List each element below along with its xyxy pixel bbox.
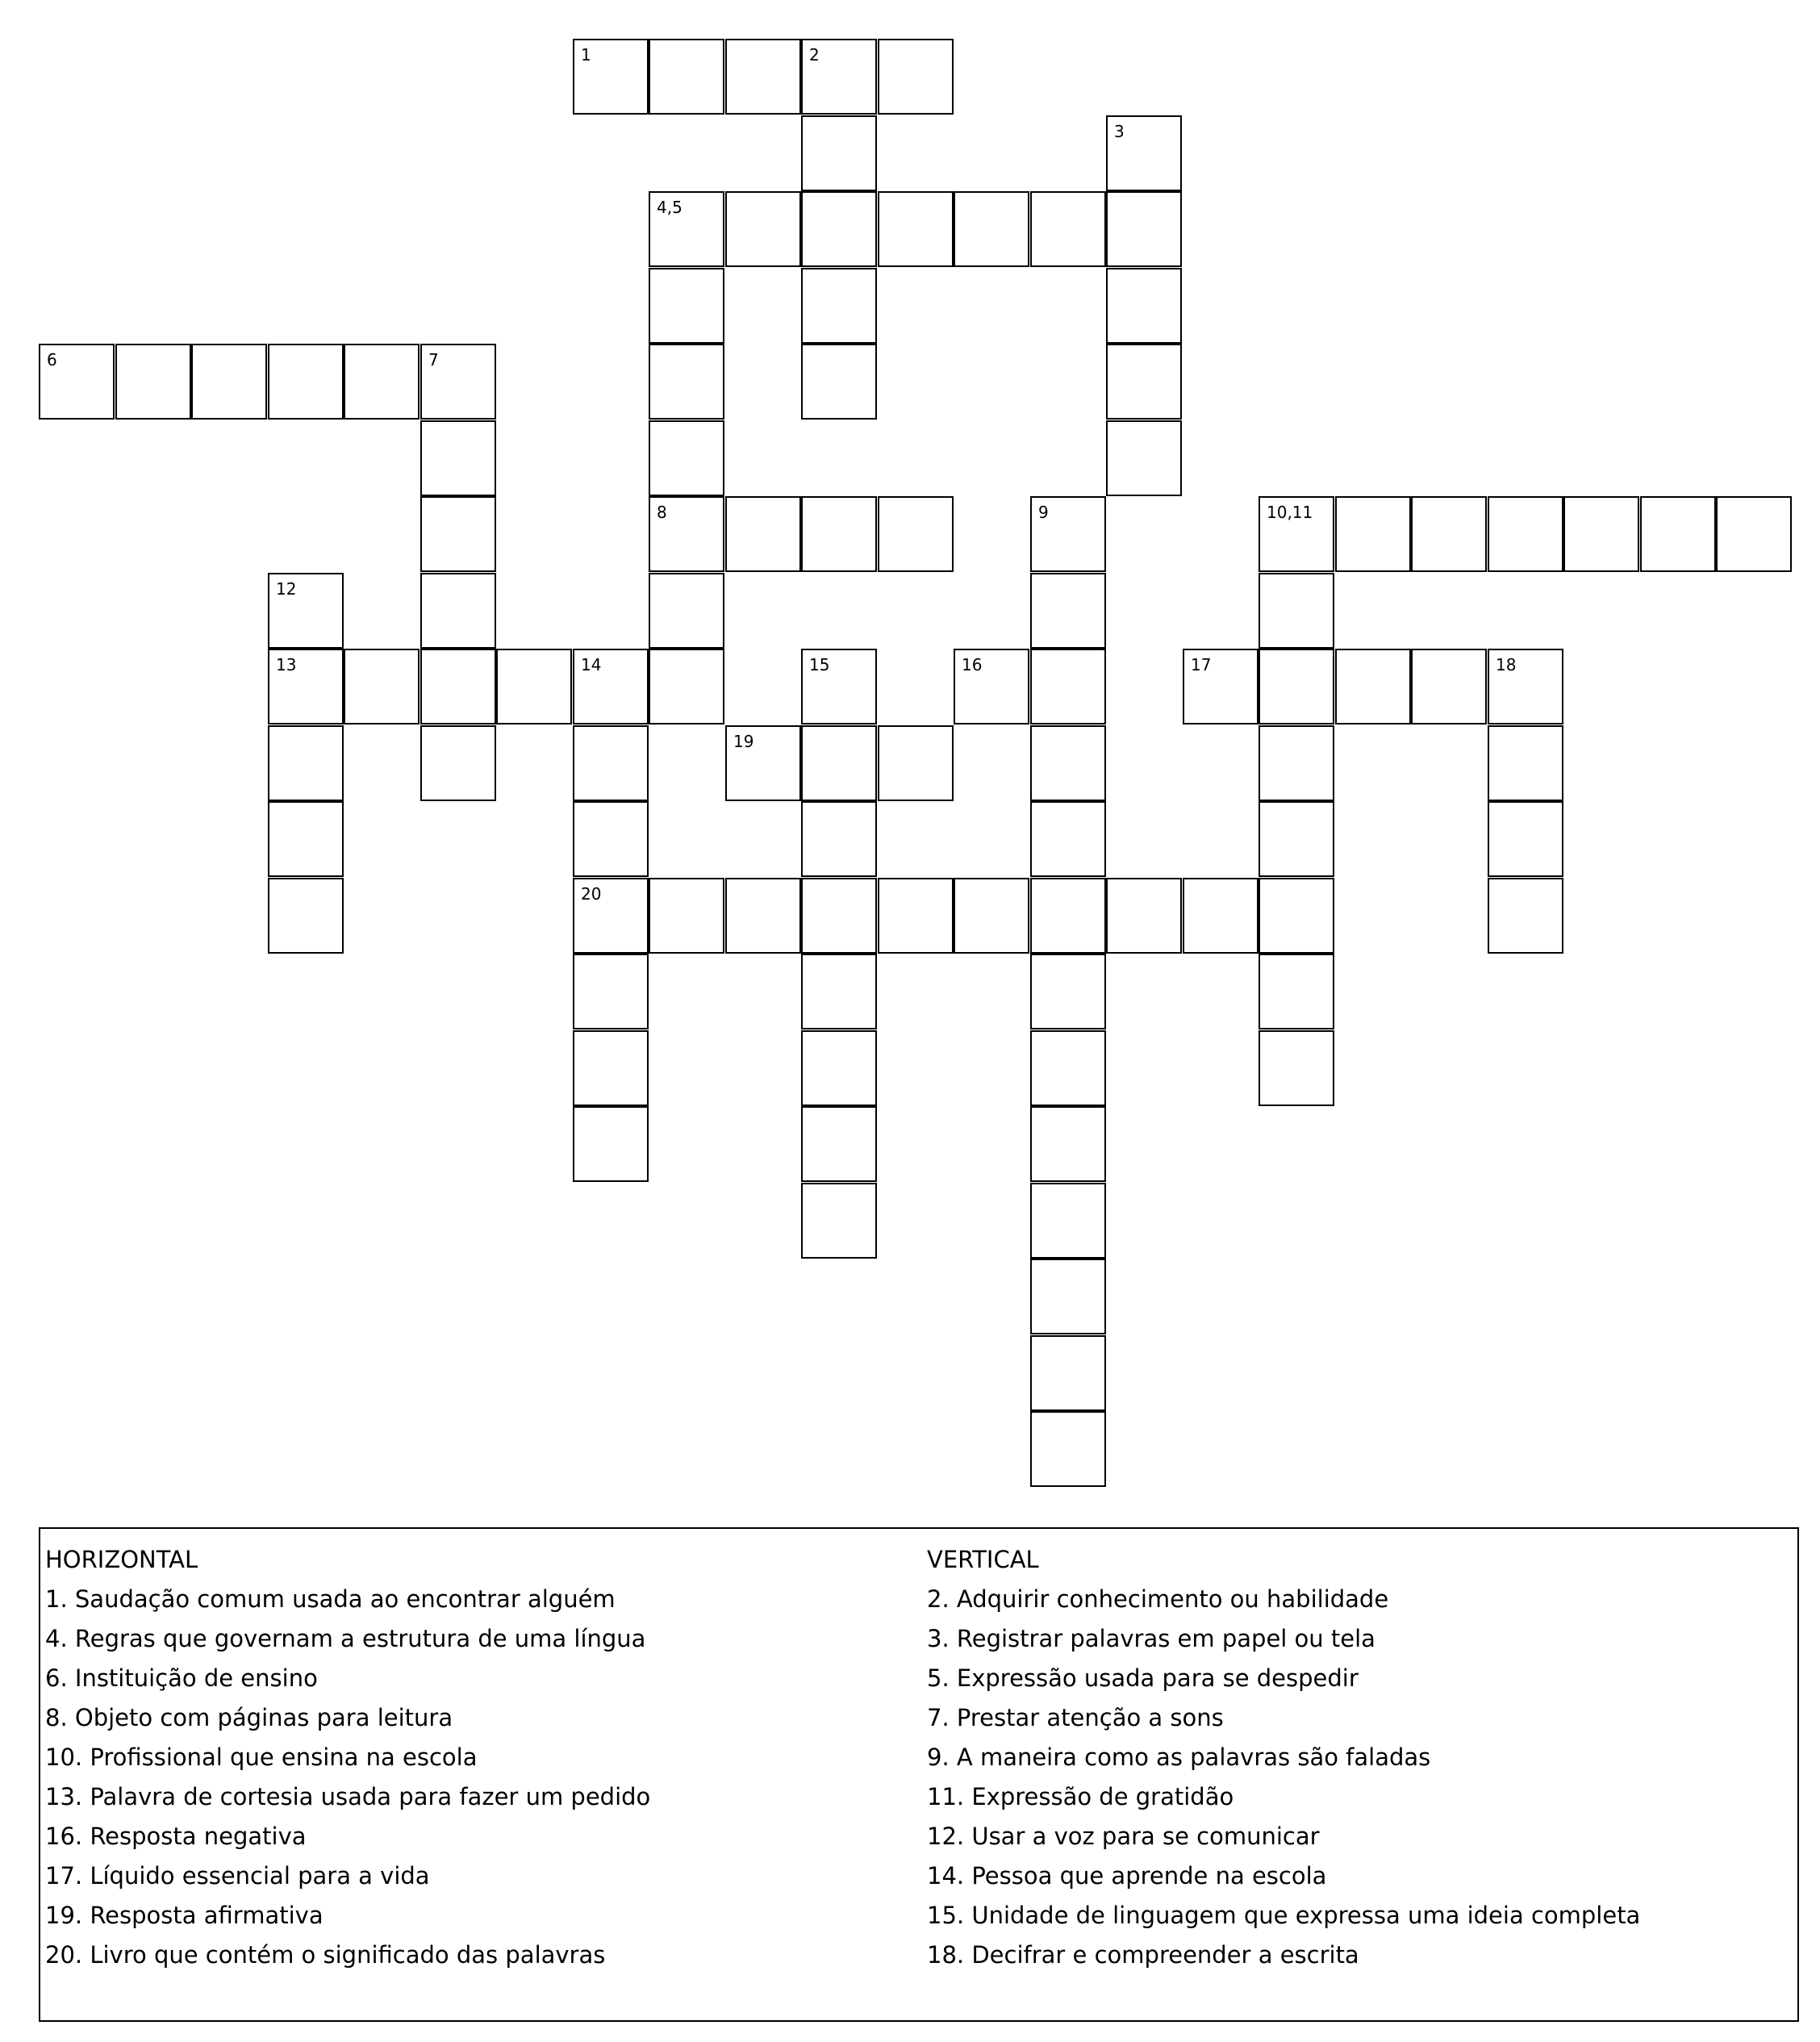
grid-cell[interactable]	[725, 191, 801, 267]
grid-cell[interactable]	[1716, 496, 1792, 572]
vertical-heading: VERTICAL	[927, 1546, 1039, 1573]
grid-cell[interactable]	[1030, 1030, 1106, 1106]
grid-cell[interactable]	[649, 39, 724, 115]
grid-cell[interactable]	[1106, 878, 1182, 954]
grid-cell[interactable]	[1640, 496, 1716, 572]
clue-vertical-18: 18. Decifrar e compreender a escrita	[927, 1941, 1359, 1969]
grid-cell[interactable]	[801, 878, 877, 954]
grid-cell[interactable]	[1030, 1183, 1106, 1259]
grid-cell[interactable]	[801, 268, 877, 344]
vertical-clues	[927, 1540, 1640, 1975]
grid-cell[interactable]	[801, 1106, 877, 1182]
clues-box	[39, 1527, 1799, 2022]
grid-cell[interactable]	[1259, 954, 1334, 1029]
clue-vertical-11: 11. Expressão de gratidão	[927, 1783, 1234, 1810]
grid-cell[interactable]	[1030, 1106, 1106, 1182]
grid-cell[interactable]	[115, 344, 191, 420]
grid-cell[interactable]	[268, 344, 344, 420]
grid-cell[interactable]	[1106, 344, 1182, 420]
grid-cell[interactable]	[725, 39, 801, 115]
grid-cell[interactable]	[1106, 191, 1182, 267]
grid-cell[interactable]	[39, 344, 115, 420]
clue-vertical-3: 3. Registrar palavras em papel ou tela	[927, 1625, 1375, 1652]
clue-number: 17	[1191, 655, 1212, 674]
grid-cell[interactable]	[878, 191, 954, 267]
grid-cell[interactable]	[1030, 801, 1106, 877]
grid-cell[interactable]	[344, 649, 420, 725]
grid-cell[interactable]	[801, 344, 877, 420]
grid-cell[interactable]	[1259, 573, 1334, 649]
grid-cell[interactable]	[1183, 649, 1259, 725]
clue-number: 6	[47, 350, 57, 370]
grid-cell[interactable]	[1030, 1411, 1106, 1487]
grid-cell[interactable]	[1106, 268, 1182, 344]
grid-cell[interactable]	[1030, 1335, 1106, 1411]
grid-cell[interactable]	[801, 191, 877, 267]
grid-cell[interactable]	[573, 39, 649, 115]
grid-cell[interactable]	[649, 191, 724, 267]
grid-cell[interactable]	[1030, 191, 1106, 267]
grid-cell[interactable]	[268, 649, 344, 725]
grid-cell[interactable]	[1335, 649, 1411, 725]
grid-cell[interactable]	[1488, 725, 1563, 801]
grid-cell[interactable]	[801, 1030, 877, 1106]
clue-horizontal-19: 19. Resposta afirmativa	[45, 1902, 324, 1929]
grid-cell[interactable]	[801, 649, 877, 725]
grid-cell[interactable]	[878, 725, 954, 801]
grid-cell[interactable]	[725, 725, 801, 801]
grid-cell[interactable]	[1411, 649, 1487, 725]
grid-cell[interactable]	[268, 878, 344, 954]
clue-horizontal-16: 16. Resposta negativa	[45, 1823, 307, 1850]
grid-cell[interactable]	[1106, 420, 1182, 496]
grid-cell[interactable]	[801, 39, 877, 115]
grid-cell[interactable]	[878, 39, 954, 115]
clue-number: 9	[1038, 503, 1049, 522]
grid-cell[interactable]	[1259, 878, 1334, 954]
clue-vertical-2: 2. Adquirir conhecimento ou habilidade	[927, 1585, 1389, 1613]
grid-cell[interactable]	[573, 649, 649, 725]
grid-cell[interactable]	[420, 573, 496, 649]
grid-cell[interactable]	[1030, 954, 1106, 1029]
grid-cell[interactable]	[649, 420, 724, 496]
grid-cell[interactable]	[1259, 496, 1334, 572]
grid-cell[interactable]	[954, 649, 1029, 725]
clue-horizontal-6: 6. Instituição de ensino	[45, 1664, 318, 1692]
grid-cell[interactable]	[1488, 801, 1563, 877]
grid-cell[interactable]	[1259, 801, 1334, 877]
grid-cell[interactable]	[1030, 878, 1106, 954]
clue-horizontal-4: 4. Regras que governam a estrutura de uma língua	[45, 1625, 646, 1652]
clue-number: 13	[276, 655, 297, 674]
clue-number: 14	[581, 655, 602, 674]
clue-number: 3	[1114, 122, 1125, 141]
grid-cell[interactable]	[1183, 878, 1259, 954]
grid-cell[interactable]	[1563, 496, 1639, 572]
grid-cell[interactable]	[573, 801, 649, 877]
grid-cell[interactable]	[1488, 878, 1563, 954]
clue-number: 20	[581, 884, 602, 904]
clue-number: 1	[581, 45, 591, 65]
grid-cell[interactable]	[268, 573, 344, 649]
grid-cell[interactable]	[878, 878, 954, 954]
grid-cell[interactable]	[496, 649, 572, 725]
grid-cell[interactable]	[1335, 496, 1411, 572]
grid-cell[interactable]	[420, 496, 496, 572]
grid-cell[interactable]	[649, 268, 724, 344]
grid-cell[interactable]	[573, 878, 649, 954]
clue-number: 16	[962, 655, 983, 674]
grid-cell[interactable]	[801, 496, 877, 572]
clue-horizontal-10: 10. Profissional que ensina na escola	[45, 1743, 478, 1771]
grid-cell[interactable]	[191, 344, 267, 420]
grid-cell[interactable]	[1030, 573, 1106, 649]
horizontal-clues	[45, 1540, 650, 1975]
clue-number: 10,11	[1267, 503, 1313, 522]
grid-cell[interactable]	[649, 496, 724, 572]
grid-cell[interactable]	[954, 191, 1029, 267]
clue-number: 18	[1496, 655, 1517, 674]
clue-number: 4,5	[657, 198, 682, 217]
grid-cell[interactable]	[1030, 725, 1106, 801]
clue-number: 7	[428, 350, 439, 370]
clue-vertical-7: 7. Prestar atenção a sons	[927, 1704, 1224, 1731]
grid-cell[interactable]	[573, 954, 649, 1029]
grid-cell[interactable]	[1411, 496, 1487, 572]
grid-cell[interactable]	[801, 801, 877, 877]
clue-number: 12	[276, 579, 297, 599]
grid-cell[interactable]	[420, 420, 496, 496]
grid-cell[interactable]	[573, 725, 649, 801]
grid-cell[interactable]	[801, 954, 877, 1029]
grid-cell[interactable]	[725, 878, 801, 954]
clue-number: 8	[657, 503, 667, 522]
clue-number: 19	[733, 732, 754, 751]
clue-vertical-5: 5. Expressão usada para se despedir	[927, 1664, 1359, 1692]
grid-cell[interactable]	[649, 878, 724, 954]
clue-vertical-9: 9. A maneira como as palavras são faladas	[927, 1743, 1431, 1771]
grid-cell[interactable]	[1259, 649, 1334, 725]
clue-horizontal-17: 17. Líquido essencial para a vida	[45, 1862, 430, 1890]
grid-cell[interactable]	[1106, 115, 1182, 191]
clue-vertical-12: 12. Usar a voz para se comunicar	[927, 1823, 1320, 1850]
grid-cell[interactable]	[420, 649, 496, 725]
grid-cell[interactable]	[1259, 725, 1334, 801]
grid-cell[interactable]	[649, 344, 724, 420]
grid-cell[interactable]	[268, 725, 344, 801]
clue-horizontal-1: 1. Saudação comum usada ao encontrar alguém	[45, 1585, 616, 1613]
grid-cell[interactable]	[801, 725, 877, 801]
grid-cell[interactable]	[801, 1183, 877, 1259]
clue-number: 15	[809, 655, 830, 674]
grid-cell[interactable]	[878, 496, 954, 572]
grid-cell[interactable]	[801, 115, 877, 191]
clue-vertical-14: 14. Pessoa que aprende na escola	[927, 1862, 1327, 1890]
grid-cell[interactable]	[954, 878, 1029, 954]
grid-cell[interactable]	[344, 344, 420, 420]
grid-cell[interactable]	[725, 496, 801, 572]
grid-cell[interactable]	[1030, 1259, 1106, 1334]
clue-number: 2	[809, 45, 820, 65]
grid-cell[interactable]	[268, 801, 344, 877]
grid-cell[interactable]	[420, 344, 496, 420]
grid-cell[interactable]	[420, 725, 496, 801]
grid-cell[interactable]	[573, 1030, 649, 1106]
grid-cell[interactable]	[649, 649, 724, 725]
grid-cell[interactable]	[1030, 496, 1106, 572]
clue-vertical-15: 15. Unidade de linguagem que expressa uma ideia completa	[927, 1902, 1641, 1929]
grid-cell[interactable]	[1488, 496, 1563, 572]
grid-cell[interactable]	[1030, 649, 1106, 725]
clue-horizontal-20: 20. Livro que contém o significado das palavras	[45, 1941, 606, 1969]
grid-cell[interactable]	[573, 1106, 649, 1182]
clue-horizontal-13: 13. Palavra de cortesia usada para fazer um pedido	[45, 1783, 651, 1810]
grid-cell[interactable]	[649, 573, 724, 649]
horizontal-heading: HORIZONTAL	[45, 1546, 198, 1573]
grid-cell[interactable]	[1488, 649, 1563, 725]
clue-horizontal-8: 8. Objeto com páginas para leitura	[45, 1704, 453, 1731]
grid-cell[interactable]	[1259, 1030, 1334, 1106]
